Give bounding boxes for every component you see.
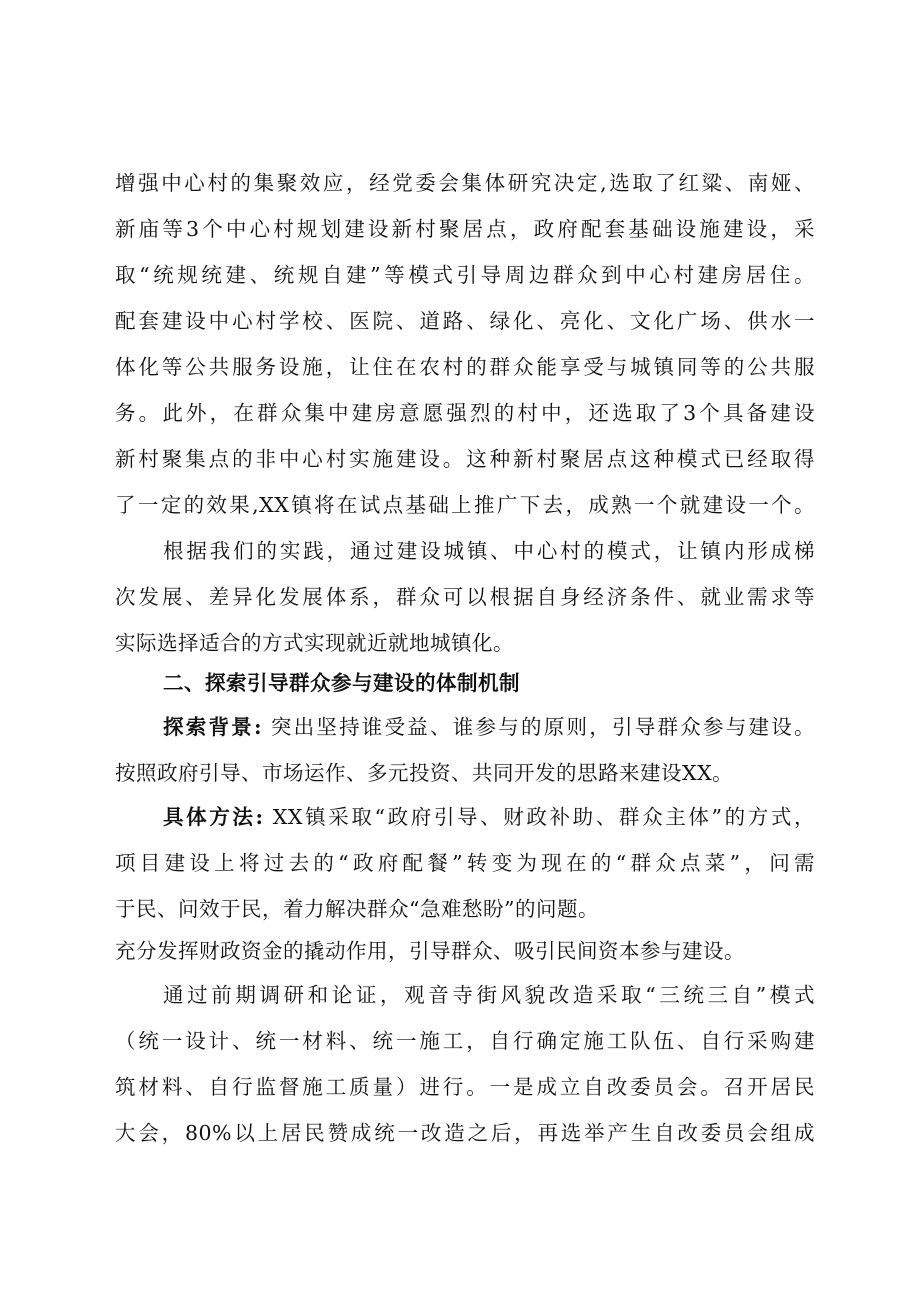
method-label: 具体方法:: [163, 805, 264, 829]
paragraph-central-village: [115, 160, 815, 528]
text-line: （统一设计、统一材料、统一施工，自行确定施工队伍、自行采购建: [115, 1029, 815, 1053]
text-line: [115, 704, 815, 750]
text-line: 充分发挥财政资金的撬动作用，引导群众、吸引民间资本参与建设。: [115, 939, 745, 963]
paragraph-leverage: [115, 928, 815, 974]
heading-text: 二、探索引导群众参与建设的体制机制: [163, 671, 520, 695]
section-heading: [115, 660, 815, 706]
text-line: 筑材料、自行监督施工质量）进行。一是成立自改委员会。召开居民: [115, 1075, 815, 1099]
text-line: 取“统规统建、统规自建”等模式引导周边群众到中心村建房居住。: [115, 263, 815, 287]
text-line: 根据我们的实践，通过建设城镇、中心村的模式，让镇内形成梯: [163, 539, 815, 563]
text-line: 通过前期调研和论证，观音寺街风貌改造采取“三统三自”模式: [163, 983, 815, 1007]
text-line: [115, 794, 815, 840]
text-line: 实际选择适合的方式实现就近就地城镇化。: [115, 631, 514, 655]
text-line: 新村聚集点的非中心村实施建设。这种新村聚居点这种模式已经取得: [115, 447, 815, 471]
text-line: 了一定的效果,XX镇将在试点基础上推广下去，成熟一个就建设一个。: [115, 493, 815, 517]
text-line: 务。此外，在群众集中建房意愿强烈的村中，还选取了3个具备建设: [115, 401, 815, 425]
paragraph-guanyin-street: [115, 972, 815, 1156]
paragraph-background: [115, 704, 815, 796]
text-line: 新庙等3个中心村规划建设新村聚居点，政府配套基础设施建设，采: [115, 217, 815, 241]
text-line: 配套建设中心村学校、医院、道路、绿化、亮化、文化广场、供水一: [115, 309, 815, 333]
text-line: 按照政府引导、市场运作、多元投资、共同开发的思路来建设XX。: [115, 761, 734, 785]
text-line: 体化等公共服务设施，让住在农村的群众能享受与城镇同等的公共服: [115, 355, 815, 379]
paragraph-practice: [115, 528, 815, 666]
text-line: 项目建设上将过去的“政府配餐”转变为现在的“群众点菜”，问需: [115, 851, 815, 875]
paragraph-method: [115, 794, 815, 932]
background-label: 探索背景:: [163, 715, 263, 739]
text-line: 大会，80%以上居民赞成统一改造之后，再选举产生自改委员会组成: [115, 1121, 815, 1145]
text-line: 次发展、差异化发展体系，群众可以根据自身经济条件、就业需求等: [115, 585, 815, 609]
background-text: 突出坚持谁受益、谁参与的原则，引导群众参与建设。: [262, 715, 815, 739]
text-line: 于民、问效于民，着力解决群众“急难愁盼”的问题。: [115, 897, 599, 921]
method-text: XX镇采取“政府引导、财政补助、群众主体”的方式，: [263, 805, 815, 829]
text-line: 增强中心村的集聚效应，经党委会集体研究决定,选取了红粱、南娅、: [115, 171, 815, 195]
